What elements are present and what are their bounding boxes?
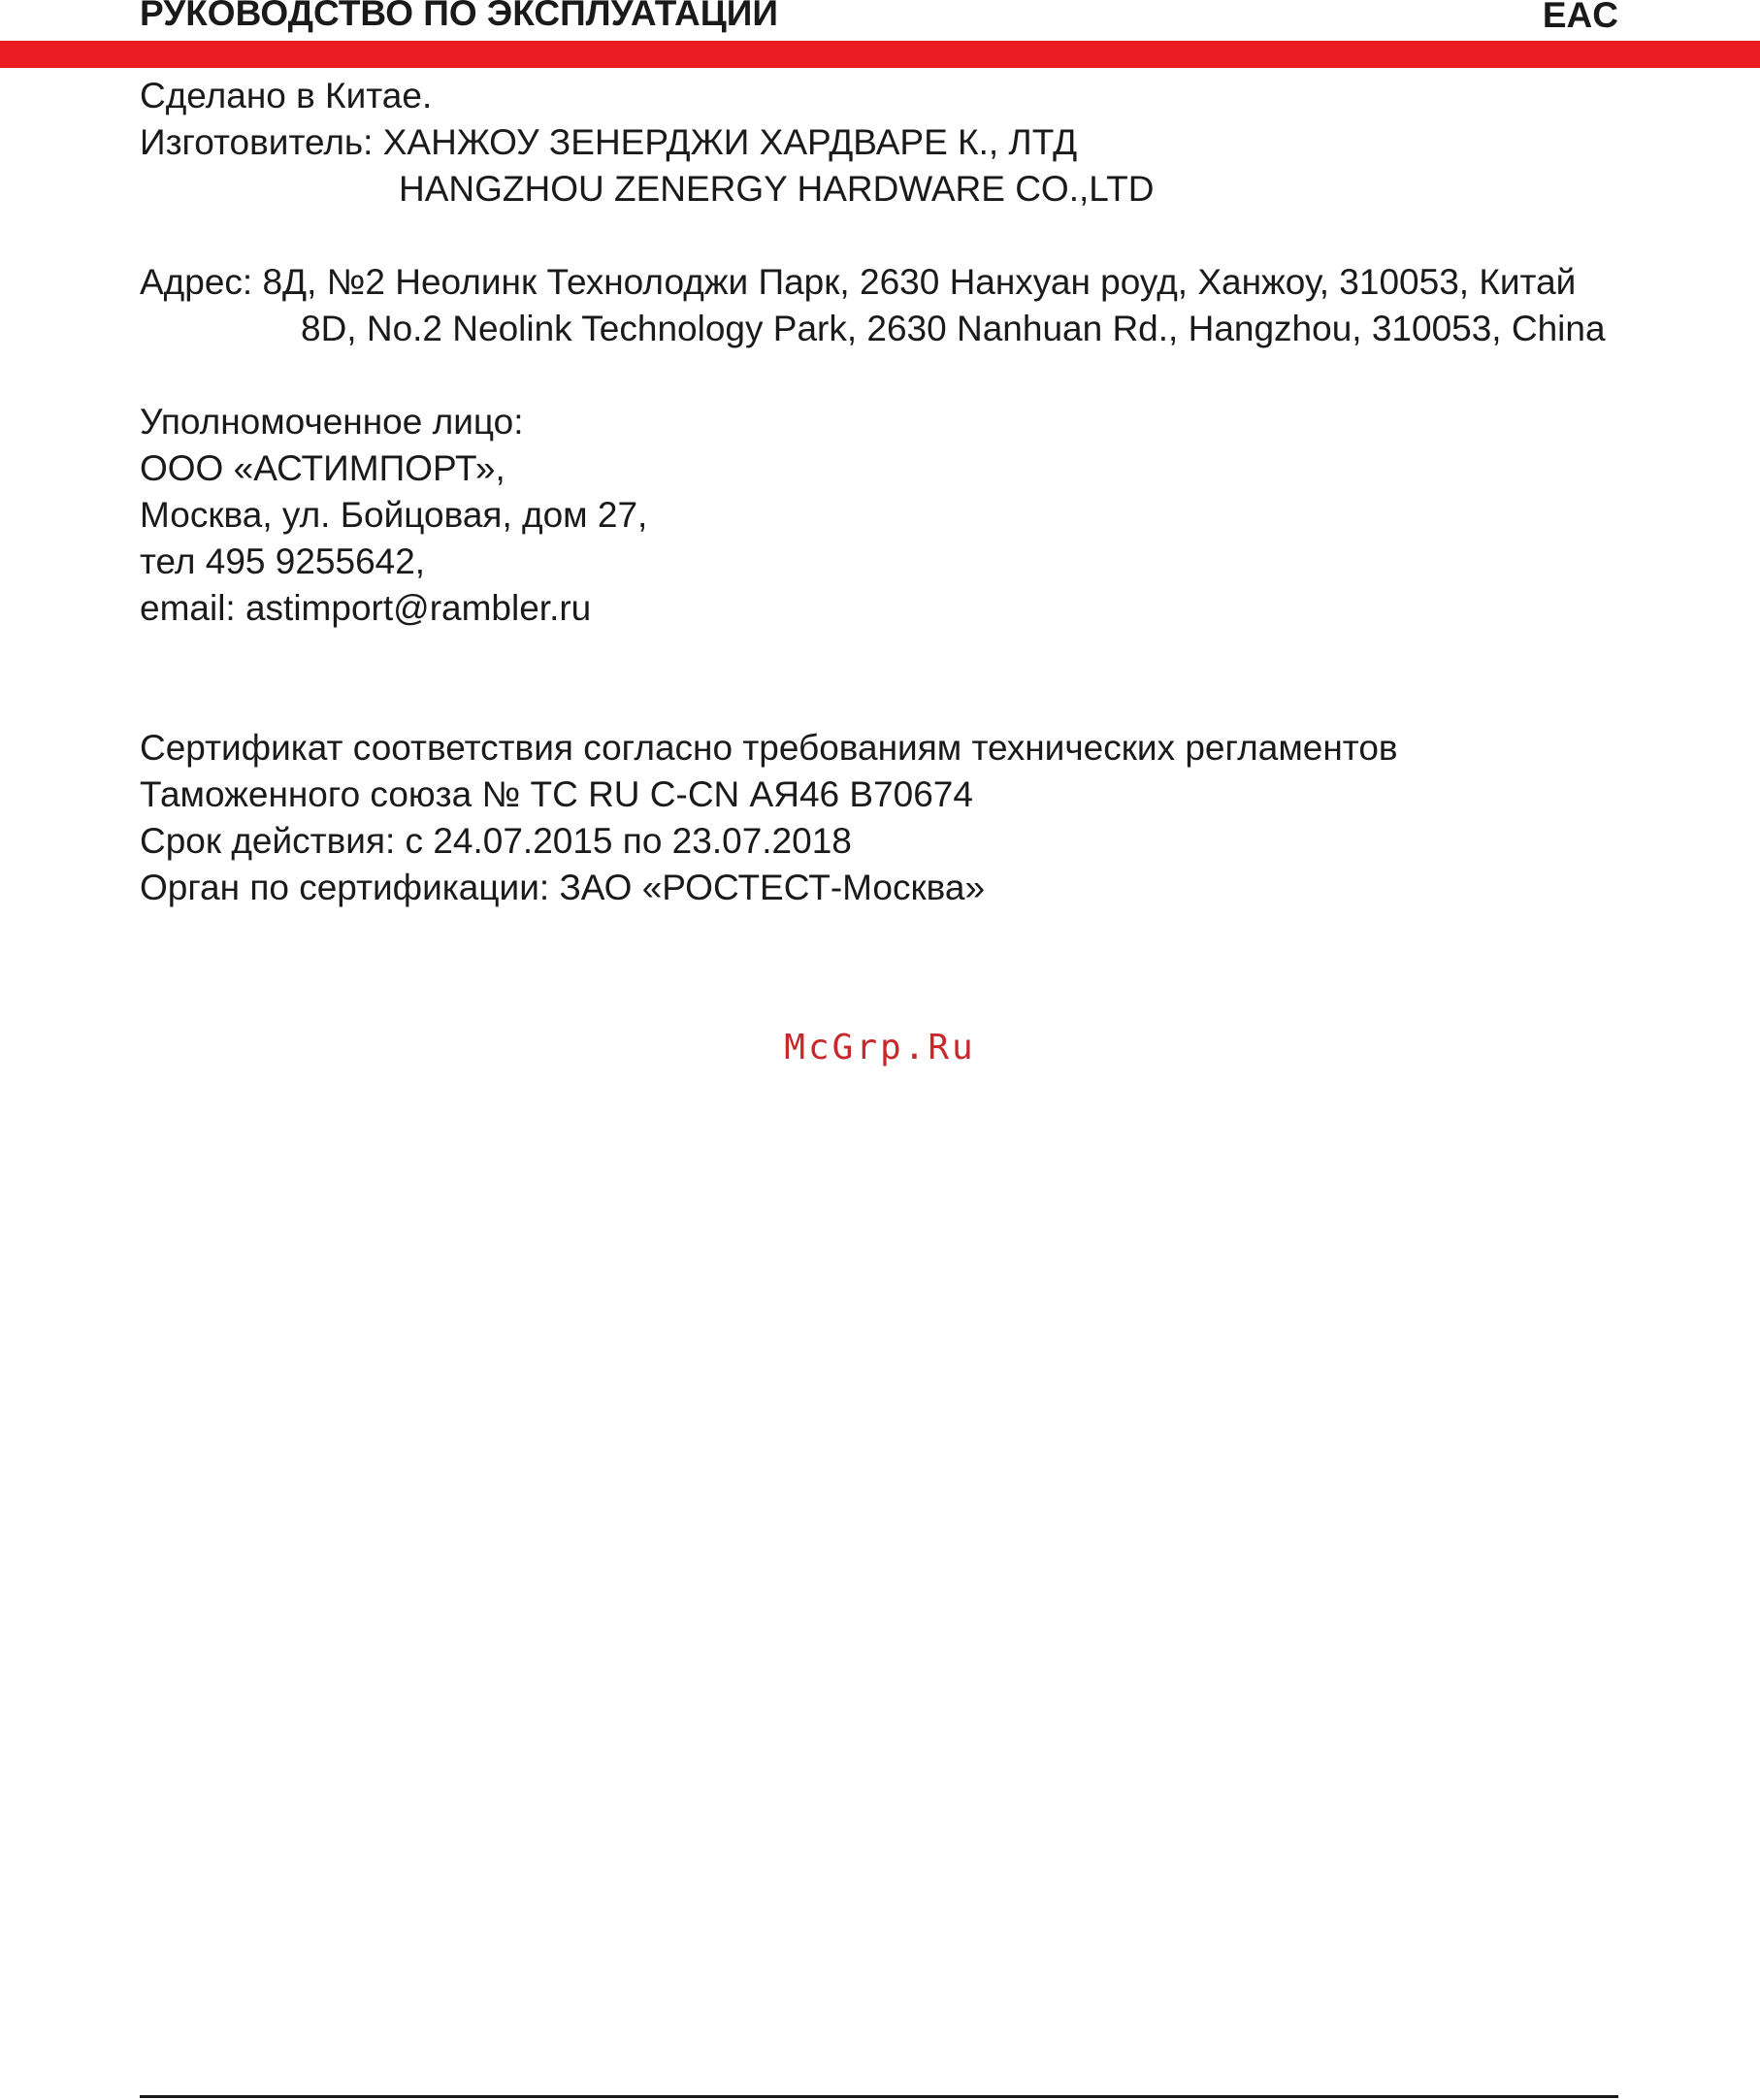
watermark-logo: McGrp.Ru (784, 1028, 976, 1067)
made-in-line: Сделано в Китае. (140, 76, 433, 115)
manufacturer-name-en: HANGZHOU ZENERGY HARDWARE CO.,LTD (399, 169, 1155, 209)
certificate-authority: Орган по сертификации: ЗАО «РОСТЕСТ-Москва» (140, 868, 986, 907)
document-body (140, 73, 1618, 911)
eac-mark: EAC (1542, 0, 1618, 35)
certificate-line-2: Таможенного союза № ТС RU C-CN АЯ46 B70674 (140, 774, 973, 814)
footer-divider (140, 2095, 1618, 2098)
authorized-label: Уполномоченное лицо: (140, 402, 524, 442)
authorized-email: email: astimport@rambler.ru (140, 588, 592, 628)
manufacturer-line: Изготовитель: ХАНЖОУ ЗЕНЕРДЖИ ХАРДВАРЕ К., ЛТД (140, 122, 1078, 162)
authorized-company: ООО «АСТИМПОРТ», (140, 448, 505, 488)
certificate-line-1: Сертификат соответствия согласно требованиям технических регламентов (140, 728, 1398, 768)
header-title: РУКОВОДСТВО ПО ЭКСПЛУАТАЦИИ (140, 0, 778, 33)
certificate-validity: Срок действия: с 24.07.2015 по 23.07.2018 (140, 821, 852, 861)
authorized-address: Москва, ул. Бойцовая, дом 27, (140, 495, 648, 535)
header-red-bar (0, 41, 1760, 68)
address-ru: Адрес: 8Д, №2 Неолинк Технолоджи Парк, 2630 Нанхуан роуд, Ханжоу, 310053, Китай (140, 262, 1577, 302)
address-en: 8D, No.2 Neolink Technology Park, 2630 Nanhuan Rd., Hangzhou, 310053, China (301, 309, 1606, 348)
authorized-phone: тел 495 9255642, (140, 541, 426, 581)
